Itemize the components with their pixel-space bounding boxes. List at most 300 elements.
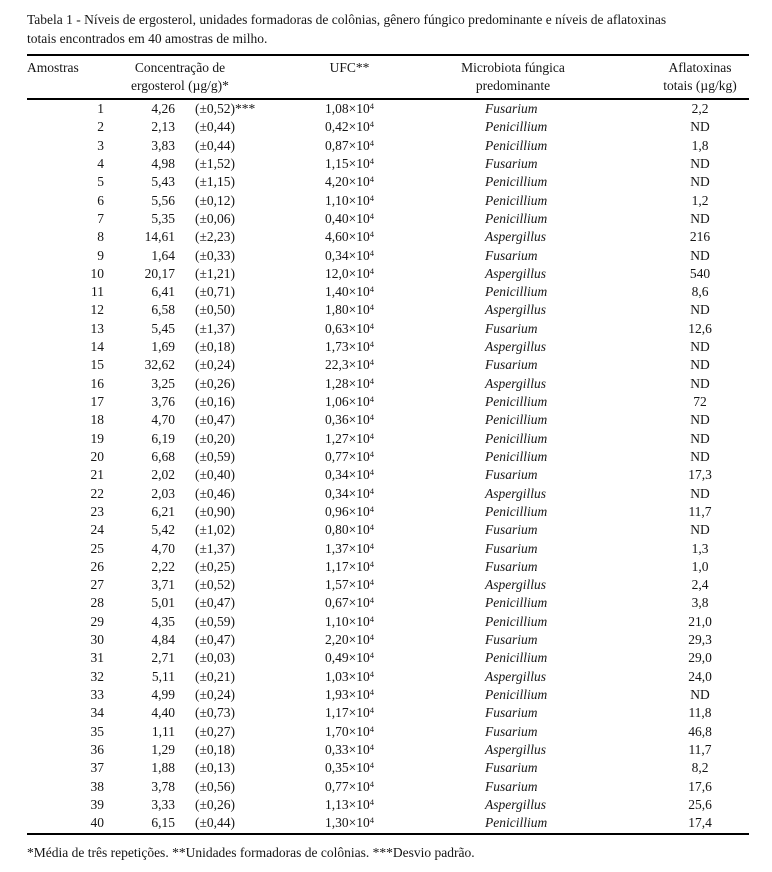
aflatoxin-cell: 11,7 [688, 503, 712, 519]
table-row [27, 100, 749, 118]
ufc-coefficient: 0,36 [325, 412, 349, 428]
aflatoxin-cell: ND [690, 302, 710, 318]
ufc-exponent: 4 [369, 503, 374, 514]
sample-cell: 9 [97, 247, 104, 263]
aflatoxin-cell: ND [690, 485, 710, 501]
ufc-base: ×10 [348, 485, 370, 501]
ufc-base: ×10 [348, 522, 370, 538]
ufc-base: ×10 [348, 210, 370, 226]
sample-cell: 32 [90, 668, 104, 684]
sd-cell: (±0,73) [195, 705, 236, 721]
genus-cell: Fusarium [485, 723, 538, 739]
table-row [27, 503, 749, 521]
table-row [27, 594, 749, 612]
genus-cell: Fusarium [485, 247, 538, 263]
table-row [27, 137, 749, 155]
table-row [27, 228, 749, 246]
sd-cell: (±1,02) [195, 522, 236, 538]
ufc-coefficient: 0,34 [325, 467, 349, 483]
aflatoxin-cell: 8,2 [691, 760, 709, 776]
aflatoxin-cell: ND [690, 430, 710, 446]
ufc-exponent: 4 [369, 632, 374, 643]
ufc-exponent: 4 [369, 741, 374, 752]
table-row [27, 686, 749, 704]
ergosterol-cell: 20,17 [144, 265, 175, 281]
sample-cell: 22 [90, 485, 104, 501]
aflatoxin-cell: 1,3 [691, 540, 709, 556]
sd-cell: (±0,27) [195, 723, 236, 739]
sample-cell: 26 [90, 558, 104, 574]
ergosterol-cell: 6,21 [151, 503, 175, 519]
sd-cell: (±0,59) [195, 448, 236, 464]
sample-cell: 23 [90, 503, 104, 519]
aflatoxin-cell: 21,0 [688, 613, 712, 629]
genus-cell: Aspergillus [485, 229, 547, 245]
ufc-coefficient: 1,28 [325, 375, 349, 391]
ufc-base: ×10 [348, 778, 370, 794]
genus-cell: Fusarium [485, 467, 538, 483]
ergosterol-cell: 1,29 [151, 741, 175, 757]
ufc-exponent: 4 [369, 357, 374, 368]
ufc-cell [272, 485, 427, 503]
ufc-cell [272, 540, 427, 558]
table-row [27, 723, 749, 741]
ufc-coefficient: 1,57 [325, 577, 349, 593]
aflatoxin-cell: ND [690, 247, 710, 263]
aflatoxin-cell: ND [690, 119, 710, 135]
ufc-cell [272, 192, 427, 210]
ufc-cell [272, 100, 427, 118]
sample-cell: 28 [90, 595, 104, 611]
genus-cell: Penicillium [485, 687, 548, 702]
ergosterol-cell: 4,98 [151, 155, 175, 171]
genus-cell: Fusarium [485, 705, 538, 721]
table-footnote: *Média de três repetições. **Unidades formadoras de colônias. ***Desvio padrão. [27, 844, 475, 860]
genus-cell: Aspergillus [485, 339, 547, 355]
sample-cell: 38 [90, 778, 104, 794]
aflatoxin-cell: ND [690, 174, 710, 190]
table-row [27, 265, 749, 283]
ufc-cell [272, 594, 427, 612]
genus-cell: Aspergillus [485, 741, 547, 757]
sample-cell: 40 [90, 815, 104, 831]
genus-cell: Penicillium [485, 430, 548, 446]
ergosterol-cell: 1,64 [151, 247, 175, 263]
sample-cell: 3 [97, 137, 104, 153]
ufc-base: ×10 [348, 265, 370, 281]
aflatoxin-cell: ND [690, 357, 710, 373]
table-row [27, 741, 749, 759]
ufc-cell [272, 814, 427, 832]
sd-cell: (±0,44) [195, 119, 236, 135]
ufc-coefficient: 22,3 [325, 357, 349, 373]
genus-cell: Penicillium [485, 284, 548, 300]
genus-cell: Fusarium [485, 558, 538, 574]
ufc-coefficient: 0,42 [325, 119, 349, 135]
sample-cell: 10 [90, 265, 104, 281]
ufc-cell [272, 631, 427, 649]
ergosterol-cell: 5,42 [151, 522, 175, 538]
ufc-coefficient: 1,06 [325, 394, 349, 409]
ufc-cell [272, 356, 427, 374]
ergosterol-cell: 6,19 [151, 430, 175, 446]
aflatoxin-cell: ND [690, 155, 710, 171]
sample-cell: 5 [97, 174, 104, 190]
table-row [27, 796, 749, 814]
ufc-exponent: 4 [369, 174, 374, 185]
ufc-coefficient: 0,96 [325, 503, 349, 519]
bottom-rule [27, 833, 749, 835]
sd-cell: (±0,59) [195, 613, 236, 629]
table-row [27, 411, 749, 429]
ufc-coefficient: 1,40 [325, 284, 349, 300]
genus-cell: Fusarium [485, 155, 538, 171]
sd-cell: (±1,37) [195, 540, 236, 556]
sample-cell: 13 [90, 320, 104, 336]
aflatoxin-cell: 1,8 [691, 137, 709, 153]
ufc-cell [272, 576, 427, 594]
ufc-coefficient: 0,34 [325, 247, 349, 263]
ufc-base: ×10 [348, 302, 370, 318]
ergosterol-cell: 3,71 [151, 577, 175, 593]
sample-cell: 6 [97, 192, 104, 208]
ergosterol-cell: 4,26 [151, 101, 175, 116]
sd-cell: (±0,20) [195, 430, 236, 446]
ufc-exponent: 4 [369, 595, 374, 606]
ufc-coefficient: 0,77 [325, 778, 349, 794]
ergosterol-cell: 3,25 [151, 375, 175, 391]
header-total-aflatoxins: Aflatoxinas totais (µg/kg) [663, 60, 737, 93]
table-header-row [27, 56, 749, 98]
table-row [27, 247, 749, 265]
genus-cell: Penicillium [485, 192, 548, 208]
ufc-cell [272, 503, 427, 521]
genus-cell: Penicillium [485, 412, 548, 428]
sd-cell: (±0,47) [195, 632, 236, 648]
data-table [27, 54, 749, 835]
ufc-base: ×10 [348, 467, 370, 483]
ufc-base: ×10 [348, 613, 370, 629]
sd-cell: (±0,26) [195, 375, 236, 391]
genus-cell: Aspergillus [485, 668, 547, 684]
aflatoxin-cell: 1,0 [691, 558, 709, 574]
sd-cell: (±0,18) [195, 741, 236, 757]
ufc-exponent: 4 [369, 448, 374, 459]
ufc-exponent: 4 [369, 394, 374, 404]
ufc-base: ×10 [348, 650, 370, 666]
ergosterol-cell: 5,56 [151, 192, 175, 208]
aflatoxin-cell: 29,3 [688, 632, 712, 648]
table-row [27, 558, 749, 576]
ufc-cell [272, 375, 427, 393]
genus-cell: Aspergillus [485, 302, 547, 318]
ufc-cell [272, 247, 427, 265]
sd-cell: (±1,21) [195, 265, 236, 281]
sd-cell: (±1,52) [195, 155, 236, 171]
ufc-exponent: 4 [369, 155, 374, 166]
ufc-cell [272, 649, 427, 667]
aflatoxin-cell: ND [690, 210, 710, 226]
ufc-base: ×10 [348, 412, 370, 428]
ufc-exponent: 4 [369, 467, 374, 478]
genus-cell: Penicillium [485, 613, 548, 629]
genus-cell: Aspergillus [485, 265, 547, 281]
ufc-exponent: 4 [369, 339, 374, 350]
sample-cell: 36 [90, 741, 104, 757]
ergosterol-cell: 5,45 [151, 320, 175, 336]
table-row [27, 118, 749, 136]
ufc-base: ×10 [348, 357, 370, 373]
ufc-cell [272, 613, 427, 631]
sample-cell: 33 [90, 687, 104, 702]
table-row [27, 155, 749, 173]
table-row [27, 631, 749, 649]
ufc-cell [272, 210, 427, 228]
ufc-cell [272, 411, 427, 429]
table-row [27, 301, 749, 319]
ergosterol-cell: 2,03 [151, 485, 175, 501]
genus-cell: Penicillium [485, 210, 548, 226]
aflatoxin-cell: ND [690, 687, 710, 702]
sd-cell: (±0,52) [195, 577, 236, 593]
table-caption-line-2: totais encontrados em 40 amostras de milho. [27, 31, 268, 46]
sample-cell: 31 [90, 650, 104, 666]
ufc-base: ×10 [348, 796, 370, 812]
ufc-exponent: 4 [369, 485, 374, 496]
ergosterol-cell: 5,43 [151, 174, 175, 190]
genus-cell: Penicillium [485, 650, 548, 666]
aflatoxin-cell: 2,2 [691, 101, 709, 116]
sd-cell: (±0,56) [195, 778, 236, 794]
ufc-base: ×10 [348, 155, 370, 171]
ufc-base: ×10 [348, 375, 370, 391]
ufc-cell [272, 778, 427, 796]
ergosterol-cell: 2,02 [151, 467, 175, 483]
ergosterol-cell: 4,40 [151, 705, 175, 721]
table-row [27, 393, 749, 411]
genus-cell: Penicillium [485, 119, 548, 135]
ufc-exponent: 4 [369, 796, 374, 807]
genus-cell: Penicillium [485, 815, 548, 831]
aflatoxin-cell: 46,8 [688, 723, 712, 739]
ufc-coefficient: 12,0 [325, 265, 349, 281]
ufc-cell [272, 704, 427, 722]
ufc-exponent: 4 [369, 137, 374, 148]
ufc-coefficient: 0,34 [325, 485, 349, 501]
genus-cell: Penicillium [485, 394, 548, 409]
ergosterol-cell: 1,11 [151, 723, 175, 739]
ufc-exponent: 4 [369, 320, 374, 331]
ergosterol-cell: 1,88 [151, 760, 175, 776]
sample-cell: 17 [90, 394, 104, 409]
sd-cell: (±0,06) [195, 210, 236, 226]
ergosterol-cell: 5,11 [151, 668, 175, 684]
sd-cell: (±0,47) [195, 595, 236, 611]
sd-cell: (±1,15) [195, 174, 236, 190]
ufc-exponent: 4 [369, 412, 374, 423]
ergosterol-cell: 4,99 [151, 687, 175, 702]
aflatoxin-cell: 17,3 [688, 467, 712, 483]
ufc-base: ×10 [348, 503, 370, 519]
table-body [27, 100, 749, 833]
aflatoxin-cell: ND [690, 375, 710, 391]
table-row [27, 576, 749, 594]
table-row [27, 375, 749, 393]
aflatoxin-cell: 25,6 [688, 796, 712, 812]
ufc-base: ×10 [348, 577, 370, 593]
ufc-coefficient: 1,13 [325, 796, 349, 812]
sd-cell: (±0,33) [195, 247, 236, 263]
sd-cell: (±0,18) [195, 339, 236, 355]
table-row [27, 704, 749, 722]
sample-cell: 14 [90, 339, 104, 355]
ufc-exponent: 4 [369, 540, 374, 551]
ufc-cell [272, 173, 427, 191]
sample-cell: 16 [90, 375, 104, 391]
ergosterol-cell: 5,01 [151, 595, 175, 611]
genus-cell: Fusarium [485, 320, 538, 336]
ergosterol-cell: 4,70 [151, 540, 175, 556]
sample-cell: 7 [97, 210, 104, 226]
genus-cell: Penicillium [485, 137, 548, 153]
sd-cell: (±0,03) [195, 650, 236, 666]
ufc-coefficient: 0,67 [325, 595, 349, 611]
sample-cell: 12 [90, 302, 104, 318]
ufc-cell [272, 265, 427, 283]
sample-cell: 20 [90, 448, 104, 464]
ufc-coefficient: 1,03 [325, 668, 349, 684]
ufc-exponent: 4 [369, 210, 374, 221]
sample-cell: 21 [90, 467, 104, 483]
table-row [27, 814, 749, 832]
ufc-exponent: 4 [369, 723, 374, 734]
ufc-exponent: 4 [369, 192, 374, 203]
ufc-coefficient: 0,35 [325, 760, 349, 776]
ufc-base: ×10 [348, 558, 370, 574]
ufc-coefficient: 0,49 [325, 650, 349, 666]
ufc-coefficient: 1,10 [325, 613, 349, 629]
ufc-cell [272, 558, 427, 576]
sample-cell: 8 [97, 229, 104, 245]
genus-cell: Fusarium [485, 101, 538, 116]
sample-cell: 19 [90, 430, 104, 446]
table-row [27, 338, 749, 356]
ergosterol-cell: 6,41 [151, 284, 175, 300]
sample-cell: 29 [90, 613, 104, 629]
ufc-cell [272, 283, 427, 301]
table-row [27, 466, 749, 484]
sd-cell: (±0,26) [195, 796, 236, 812]
ergosterol-cell: 3,76 [151, 394, 175, 409]
ufc-exponent: 4 [369, 705, 374, 716]
ufc-base: ×10 [348, 247, 370, 263]
genus-cell: Penicillium [485, 503, 548, 519]
ufc-base: ×10 [348, 723, 370, 739]
ufc-base: ×10 [348, 741, 370, 757]
table-row [27, 668, 749, 686]
ufc-base: ×10 [348, 760, 370, 776]
aflatoxin-cell: 1,2 [691, 192, 709, 208]
header-ergosterol-concentration: Concentração de ergosterol (µg/g)* [131, 60, 229, 93]
ufc-cell [272, 393, 427, 411]
ufc-exponent: 4 [369, 558, 374, 569]
ufc-coefficient: 0,80 [325, 522, 349, 538]
ufc-exponent: 4 [369, 778, 374, 789]
table-row [27, 283, 749, 301]
aflatoxin-cell: 17,4 [688, 815, 712, 831]
ufc-coefficient: 1,37 [325, 540, 349, 556]
table-row [27, 430, 749, 448]
ufc-base: ×10 [348, 668, 370, 684]
ufc-coefficient: 4,60 [325, 229, 349, 245]
ufc-coefficient: 0,77 [325, 448, 349, 464]
sd-cell: (±0,50) [195, 302, 236, 318]
ergosterol-cell: 32,62 [144, 357, 175, 373]
table-row [27, 320, 749, 338]
ergosterol-cell: 2,13 [151, 119, 175, 135]
ufc-base: ×10 [348, 119, 370, 135]
aflatoxin-cell: ND [690, 412, 710, 428]
sd-cell: (±0,71) [195, 284, 236, 300]
sd-cell: (±0,13) [195, 760, 236, 776]
ufc-coefficient: 0,63 [325, 320, 349, 336]
table-row [27, 173, 749, 191]
ufc-exponent: 4 [369, 760, 374, 771]
ufc-cell [272, 155, 427, 173]
ufc-cell [272, 741, 427, 759]
sample-cell: 34 [90, 705, 104, 721]
ufc-cell [272, 301, 427, 319]
ufc-cell [272, 338, 427, 356]
ufc-cell [272, 796, 427, 814]
ergosterol-cell: 3,78 [151, 778, 175, 794]
sample-cell: 15 [90, 357, 104, 373]
ergosterol-cell: 4,84 [151, 632, 175, 648]
aflatoxin-cell: 12,6 [688, 320, 712, 336]
ergosterol-cell: 6,58 [151, 302, 175, 318]
ufc-exponent: 4 [369, 430, 374, 441]
genus-cell: Fusarium [485, 540, 538, 556]
table-row [27, 192, 749, 210]
ufc-base: ×10 [348, 174, 370, 190]
ufc-coefficient: 1,93 [325, 687, 349, 702]
sample-cell: 2 [97, 119, 104, 135]
ufc-coefficient: 0,40 [325, 210, 349, 226]
ufc-exponent: 4 [369, 247, 374, 258]
ufc-coefficient: 1,10 [325, 192, 349, 208]
aflatoxin-cell: 11,7 [688, 741, 712, 757]
aflatoxin-cell: 17,6 [688, 778, 712, 794]
sd-cell: (±0,47) [195, 412, 236, 428]
aflatoxin-cell: 216 [689, 229, 711, 245]
table-row [27, 356, 749, 374]
ufc-base: ×10 [348, 815, 370, 831]
ufc-base: ×10 [348, 687, 370, 702]
sample-cell: 39 [90, 796, 104, 812]
ufc-exponent: 4 [369, 265, 374, 276]
ufc-coefficient: 1,15 [325, 155, 349, 171]
ufc-cell [272, 723, 427, 741]
ufc-base: ×10 [348, 137, 370, 153]
ergosterol-cell: 5,35 [151, 210, 175, 226]
genus-cell: Aspergillus [485, 796, 547, 812]
ergosterol-cell: 6,68 [151, 448, 175, 464]
sample-cell: 35 [90, 723, 104, 739]
ufc-base: ×10 [348, 632, 370, 648]
aflatoxin-cell: ND [690, 448, 710, 464]
ufc-coefficient: 4,20 [325, 174, 349, 190]
ufc-base: ×10 [348, 229, 370, 245]
